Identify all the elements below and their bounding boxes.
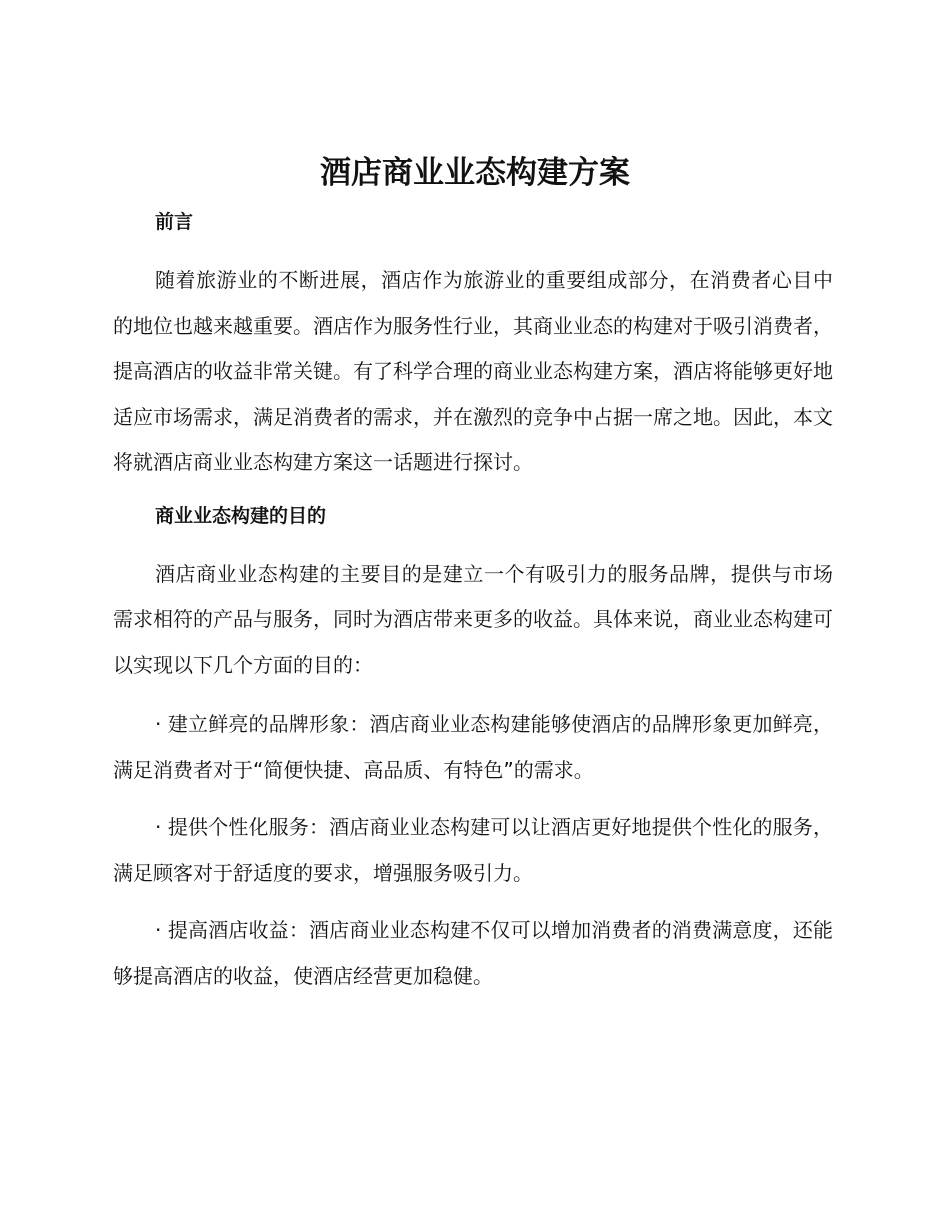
section-purpose — [113, 498, 833, 1000]
purpose-bullet-brand: · 建立鲜亮的品牌形象：酒店商业业态构建能够使酒店的品牌形象更加鲜亮，满足消费者对于“简便快捷、高品质、有特色”的需求。 — [113, 712, 833, 782]
section-heading-preface: 前言 — [155, 211, 194, 233]
purpose-paragraph: 酒店商业业态构建的主要目的是建立一个有吸引力的服务品牌，提供与市场需求相符的产品与服务，同时为酒店带来更多的收益。具体来说，商业业态构建可以实现以下几个方面的目的： — [113, 561, 833, 677]
section-heading-purpose: 商业业态构建的目的 — [155, 504, 327, 527]
section-preface — [113, 204, 833, 486]
document-body — [113, 204, 833, 1011]
preface-paragraph: 随着旅游业的不断进展，酒店作为旅游业的重要组成部分，在消费者心目中的地位也越来越重要。酒店作为服务性行业，其商业业态的构建对于吸引消费者，提高酒店的收益非常关键。有了科学合理的商业业态构建方案，酒店将能够更好地适应市场需求，满足消费者的需求，并在激烈的竞争中占据一席之地。因此，本文将就酒店商业业态构建方案这一话题进行探讨。 — [113, 268, 833, 474]
purpose-bullet-service: · 提供个性化服务：酒店商业业态构建可以让酒店更好地提供个性化的服务，满足顾客对于舒适度的要求，增强服务吸引力。 — [113, 815, 833, 885]
document-title: 酒店商业业态构建方案 — [320, 155, 630, 191]
purpose-bullet-revenue: · 提高酒店收益：酒店商业业态构建不仅可以增加消费者的消费满意度，还能够提高酒店的收益，使酒店经营更加稳健。 — [113, 918, 833, 988]
